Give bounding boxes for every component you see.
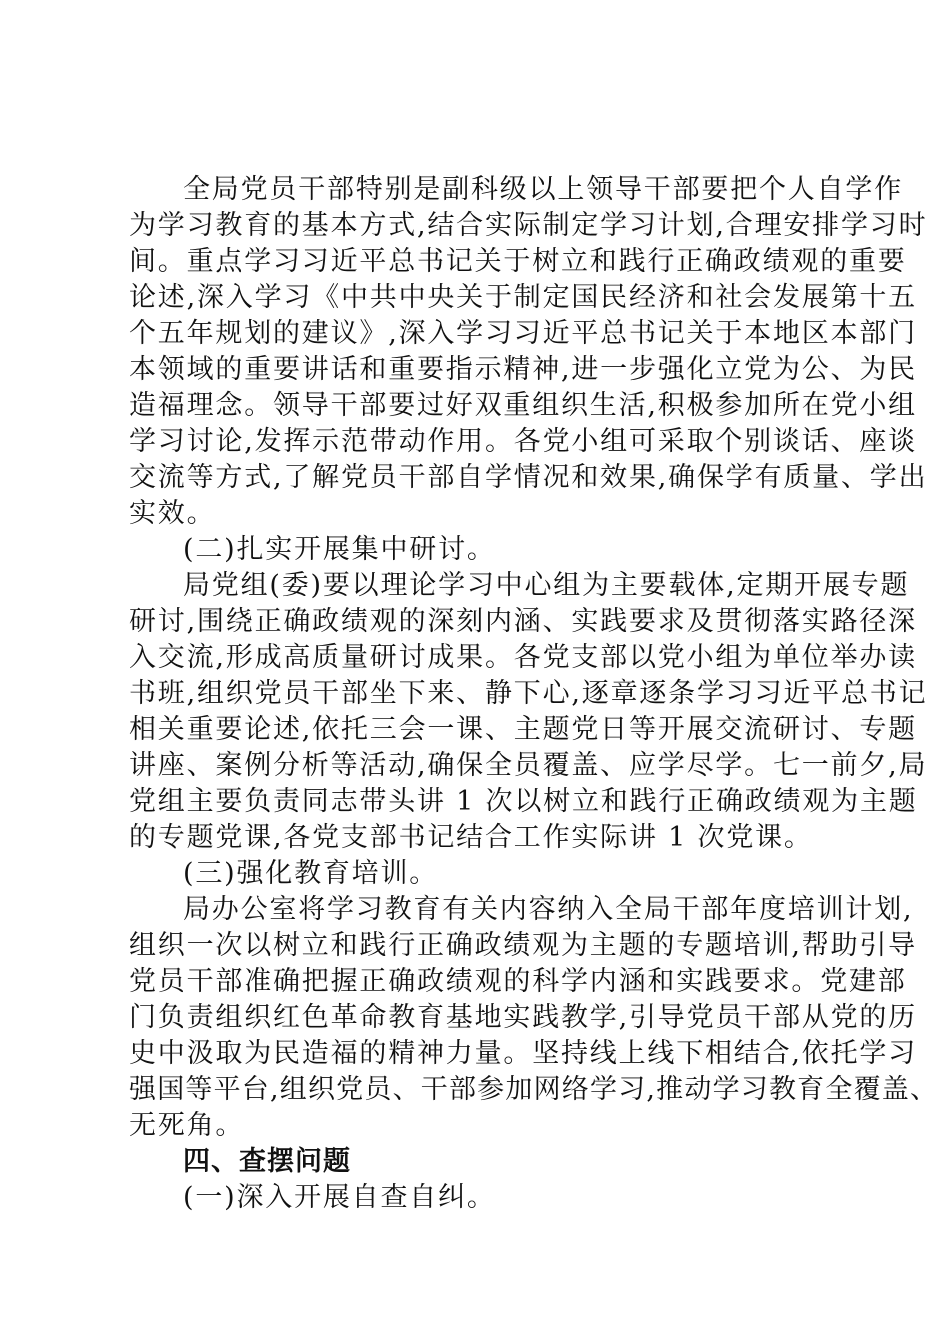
paragraph-line: 全局党员干部特别是副科级以上领导干部要把个人自学作: [183, 174, 903, 205]
paragraph-line: 无死角。: [129, 1110, 245, 1141]
paragraph-line: 书班,组织党员干部坐下来、静下心,逐章逐条学习习近平总书记: [129, 678, 928, 709]
paragraph-line: 为学习教育的基本方式,结合实际制定学习计划,合理安排学习时: [129, 210, 928, 241]
paragraph-line: 组织一次以树立和践行正确政绩观为主题的专题培训,帮助引导: [129, 930, 917, 961]
paragraph-line: 论述,深入学习《中共中央关于制定国民经济和社会发展第十五: [129, 282, 917, 313]
subheading-4-1: (一)深入开展自查自纠。: [183, 1182, 496, 1213]
paragraph-line: 相关重要论述,依托三会一课、主题党日等开展交流研讨、专题: [129, 714, 917, 745]
paragraph-line: 研讨,围绕正确政绩观的深刻内涵、实践要求及贯彻落实路径深: [129, 606, 917, 637]
section-heading-4: 四、查摆问题: [183, 1146, 351, 1177]
paragraph-line: 交流等方式,了解党员干部自学情况和效果,确保学有质量、学出: [129, 462, 928, 493]
paragraph-line: 的专题党课,各党支部书记结合工作实际讲 1 次党课。: [129, 822, 813, 853]
paragraph-line: 间。重点学习习近平总书记关于树立和践行正确政绩观的重要: [129, 246, 907, 277]
paragraph-line: 实效。: [129, 498, 216, 529]
paragraph-line: 史中汲取为民造福的精神力量。坚持线上线下相结合,依托学习: [129, 1038, 917, 1069]
paragraph-line: 强国等平台,组织党员、干部参加网络学习,推动学习教育全覆盖、: [129, 1074, 939, 1105]
paragraph-line: 党员干部准确把握正确政绩观的科学内涵和实践要求。党建部: [129, 966, 907, 997]
subheading-2: (二)扎实开展集中研讨。: [183, 534, 496, 565]
paragraph-line: 个五年规划的建议》,深入学习习近平总书记关于本地区本部门: [129, 318, 917, 349]
paragraph-line: 门负责组织红色革命教育基地实践教学,引导党员干部从党的历: [129, 1002, 917, 1033]
paragraph-line: 局党组(委)要以理论学习中心组为主要载体,定期开展专题: [183, 570, 910, 601]
paragraph-line: 本领域的重要讲话和重要指示精神,进一步强化立党为公、为民: [129, 354, 917, 385]
paragraph-line: 学习讨论,发挥示范带动作用。各党小组可采取个别谈话、座谈: [129, 426, 917, 457]
paragraph-line: 党组主要负责同志带头讲 1 次以树立和践行正确政绩观为主题: [129, 786, 918, 817]
paragraph-line: 局办公室将学习教育有关内容纳入全局干部年度培训计划,: [183, 894, 914, 925]
subheading-3: (三)强化教育培训。: [183, 858, 439, 889]
paragraph-line: 讲座、案例分析等活动,确保全员覆盖、应学尽学。七一前夕,局: [129, 750, 928, 781]
paragraph-line: 造福理念。领导干部要过好双重组织生活,积极参加所在党小组: [129, 390, 917, 421]
paragraph-line: 入交流,形成高质量研讨成果。各党支部以党小组为单位举办读: [129, 642, 917, 673]
